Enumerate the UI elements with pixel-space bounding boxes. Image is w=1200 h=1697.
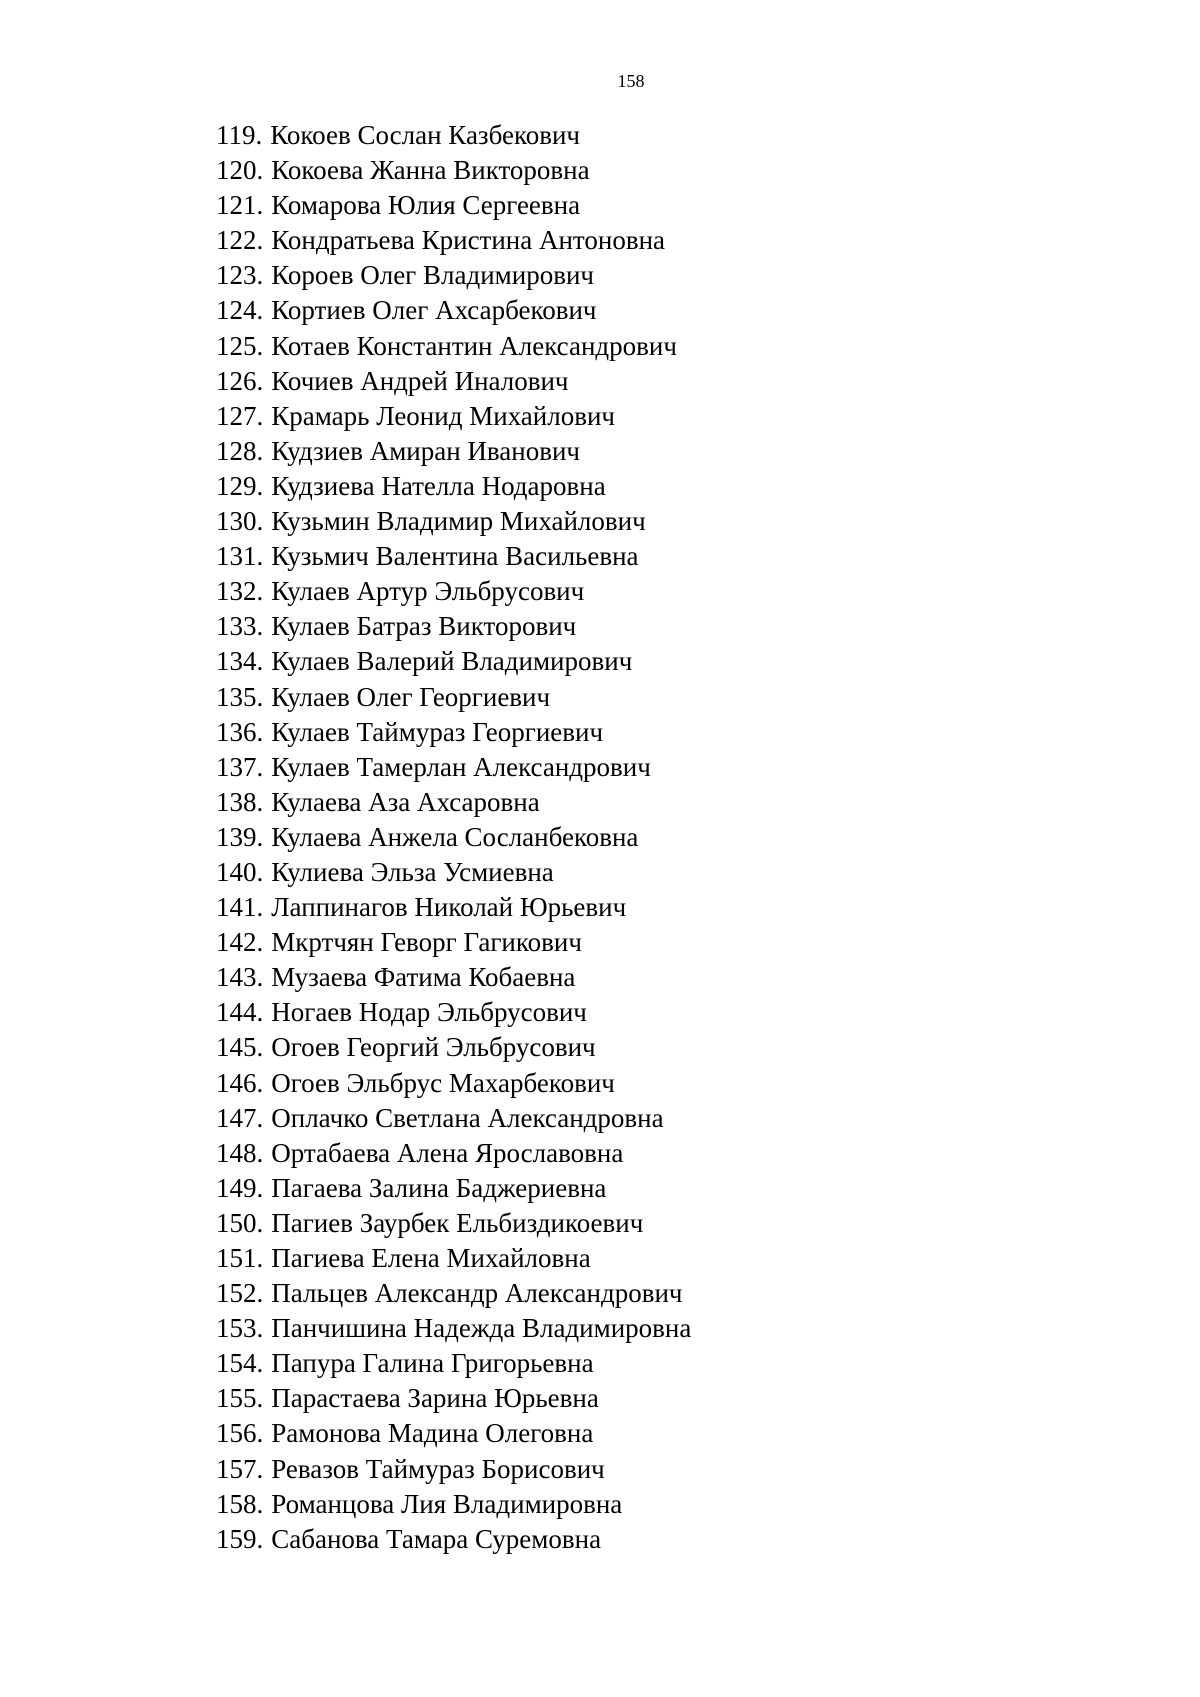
list-item-name: Пагаева Залина Баджериевна bbox=[271, 1172, 607, 1203]
list-item-number: 134. bbox=[216, 646, 264, 677]
list-item-name: Пагиева Елена Михайловна bbox=[271, 1243, 591, 1273]
list-item bbox=[216, 329, 691, 364]
list-item-number: 138. bbox=[216, 786, 264, 817]
list-item-number: 154. bbox=[216, 1348, 264, 1379]
list-item-number: 135. bbox=[216, 681, 264, 712]
list-item bbox=[216, 680, 691, 715]
list-item-number: 133. bbox=[216, 611, 264, 642]
list-item bbox=[216, 1241, 691, 1276]
list-item-name: Пагиев Заурбек Ельбиздикоевич bbox=[271, 1207, 644, 1238]
list-item-name: Оплачко Светлана Александровна bbox=[271, 1102, 664, 1133]
list-item-number: 146. bbox=[216, 1067, 264, 1098]
list-item-number: 129. bbox=[216, 470, 264, 501]
list-item-name: Ортабаева Алена Ярославовна bbox=[271, 1137, 624, 1168]
list-item-name: Кулаев Таймураз Георгиевич bbox=[271, 716, 604, 747]
list-item-number: 151. bbox=[216, 1243, 264, 1273]
list-item-name: Крамарь Леонид Михайлович bbox=[271, 400, 615, 431]
list-item bbox=[216, 715, 691, 750]
list-item-name: Пальцев Александр Александрович bbox=[271, 1278, 683, 1309]
list-item-number: 132. bbox=[216, 576, 264, 607]
list-item bbox=[216, 1276, 691, 1311]
list-item-name: Романцова Лия Владимировна bbox=[271, 1488, 623, 1519]
list-item-number: 131. bbox=[216, 541, 264, 572]
list-item bbox=[216, 820, 691, 855]
list-item-name: Лаппинагов Николай Юрьевич bbox=[271, 892, 627, 923]
list-item-name: Папура Галина Григорьевна bbox=[271, 1348, 594, 1379]
list-item-number: 147. bbox=[216, 1102, 264, 1133]
list-item bbox=[216, 1311, 691, 1346]
list-item bbox=[216, 785, 691, 820]
list-item bbox=[216, 118, 691, 153]
list-item-name: Панчишина Надежда Владимировна bbox=[271, 1313, 692, 1344]
list-item-name: Кулаев Тамерлан Александрович bbox=[271, 751, 651, 782]
list-item-name: Кулаев Олег Георгиевич bbox=[271, 681, 551, 712]
list-item-number: 149. bbox=[216, 1172, 264, 1203]
list-item bbox=[216, 434, 691, 469]
list-item bbox=[216, 258, 691, 293]
list-item-name: Кулиева Эльза Усмиевна bbox=[271, 856, 554, 887]
list-item-name: Огоев Эльбрус Махарбекович bbox=[271, 1067, 615, 1098]
list-item bbox=[216, 1206, 691, 1241]
list-item-name: Ревазов Таймураз Борисович bbox=[271, 1453, 605, 1484]
list-item-name: Кулаев Валерий Владимирович bbox=[271, 646, 633, 677]
name-list bbox=[216, 118, 691, 1557]
list-item-number: 145. bbox=[216, 1032, 264, 1063]
list-item-number: 128. bbox=[216, 435, 264, 466]
list-item-number: 119. bbox=[216, 120, 263, 150]
list-item-name: Котаев Константин Александрович bbox=[271, 330, 677, 361]
list-item bbox=[216, 1416, 691, 1451]
list-item-number: 155. bbox=[216, 1383, 264, 1414]
list-item bbox=[216, 750, 691, 785]
list-item-name: Кулаева Аза Ахсаровна bbox=[271, 786, 540, 817]
list-item bbox=[216, 1136, 691, 1171]
list-item bbox=[216, 960, 691, 995]
list-item bbox=[216, 539, 691, 574]
list-item-number: 158. bbox=[216, 1488, 264, 1519]
list-item bbox=[216, 1066, 691, 1101]
list-item-number: 152. bbox=[216, 1278, 264, 1309]
list-item-number: 127. bbox=[216, 400, 264, 431]
page-number: 158 bbox=[617, 71, 645, 91]
list-item bbox=[216, 364, 691, 399]
list-item bbox=[216, 1030, 691, 1065]
list-item-number: 143. bbox=[216, 962, 264, 993]
list-item bbox=[216, 293, 691, 328]
list-item-name: Кудзиева Нателла Нодаровна bbox=[271, 470, 606, 501]
list-item-number: 142. bbox=[216, 927, 264, 958]
list-item bbox=[216, 469, 691, 504]
list-item-number: 124. bbox=[216, 295, 264, 326]
list-item-number: 144. bbox=[216, 997, 264, 1028]
list-item-number: 123. bbox=[216, 260, 264, 291]
list-item-number: 122. bbox=[216, 225, 264, 256]
list-item-number: 120. bbox=[216, 155, 264, 186]
list-item bbox=[216, 995, 691, 1030]
list-item-name: Кочиев Андрей Иналович bbox=[271, 365, 569, 396]
list-item-number: 150. bbox=[216, 1207, 264, 1238]
list-item-name: Комарова Юлия Сергеевна bbox=[271, 190, 581, 221]
list-item-name: Сабанова Тамара Суремовна bbox=[271, 1523, 602, 1554]
list-item bbox=[216, 188, 691, 223]
list-item bbox=[216, 855, 691, 890]
list-item bbox=[216, 1487, 691, 1522]
list-item-name: Кудзиев Амиран Иванович bbox=[271, 435, 581, 466]
list-item-number: 126. bbox=[216, 365, 264, 396]
list-item-name: Кулаев Батраз Викторович bbox=[271, 611, 577, 642]
list-item-name: Кулаева Анжела Сосланбековна bbox=[271, 821, 639, 852]
list-item-name: Кокоев Сослан Казбекович bbox=[270, 120, 580, 150]
list-item bbox=[216, 399, 691, 434]
list-item-number: 141. bbox=[216, 892, 264, 923]
list-item-name: Музаева Фатима Кобаевна bbox=[271, 962, 576, 993]
list-item bbox=[216, 1522, 691, 1557]
list-item bbox=[216, 644, 691, 679]
list-item-name: Кондратьева Кристина Антоновна bbox=[271, 225, 666, 256]
list-item bbox=[216, 1381, 691, 1416]
list-item-name: Кузьмин Владимир Михайлович bbox=[271, 506, 646, 537]
list-item bbox=[216, 574, 691, 609]
list-item bbox=[216, 890, 691, 925]
list-item-name: Мкртчян Геворг Гагикович bbox=[271, 927, 582, 958]
list-item bbox=[216, 925, 691, 960]
list-item bbox=[216, 1452, 691, 1487]
list-item-number: 156. bbox=[216, 1418, 264, 1449]
list-item-number: 139. bbox=[216, 821, 264, 852]
list-item-number: 121. bbox=[216, 190, 264, 221]
list-item-number: 137. bbox=[216, 751, 264, 782]
list-item-name: Огоев Георгий Эльбрусович bbox=[271, 1032, 596, 1063]
list-item bbox=[216, 1101, 691, 1136]
list-item-name: Рамонова Мадина Олеговна bbox=[271, 1418, 594, 1449]
list-item bbox=[216, 609, 691, 644]
list-item-number: 125. bbox=[216, 330, 264, 361]
list-item bbox=[216, 153, 691, 188]
list-item-name: Парастаева Зарина Юрьевна bbox=[271, 1383, 599, 1414]
list-item-number: 153. bbox=[216, 1313, 264, 1344]
list-item-name: Короев Олег Владимирович bbox=[271, 260, 594, 291]
list-item bbox=[216, 1346, 691, 1381]
list-item-number: 140. bbox=[216, 856, 264, 887]
list-item-name: Кулаев Артур Эльбрусович bbox=[271, 576, 585, 607]
list-item-name: Кокоева Жанна Викторовна bbox=[271, 155, 590, 186]
list-item-name: Кортиев Олег Ахсарбекович bbox=[271, 295, 597, 326]
list-item bbox=[216, 504, 691, 539]
list-item bbox=[216, 223, 691, 258]
list-item-number: 130. bbox=[216, 506, 264, 537]
list-item-number: 157. bbox=[216, 1453, 264, 1484]
list-item-number: 159. bbox=[216, 1523, 264, 1554]
list-item-name: Ногаев Нодар Эльбрусович bbox=[271, 997, 587, 1028]
list-item-number: 136. bbox=[216, 716, 264, 747]
list-item bbox=[216, 1171, 691, 1206]
list-item-name: Кузьмич Валентина Васильевна bbox=[271, 541, 639, 572]
list-item-number: 148. bbox=[216, 1137, 264, 1168]
